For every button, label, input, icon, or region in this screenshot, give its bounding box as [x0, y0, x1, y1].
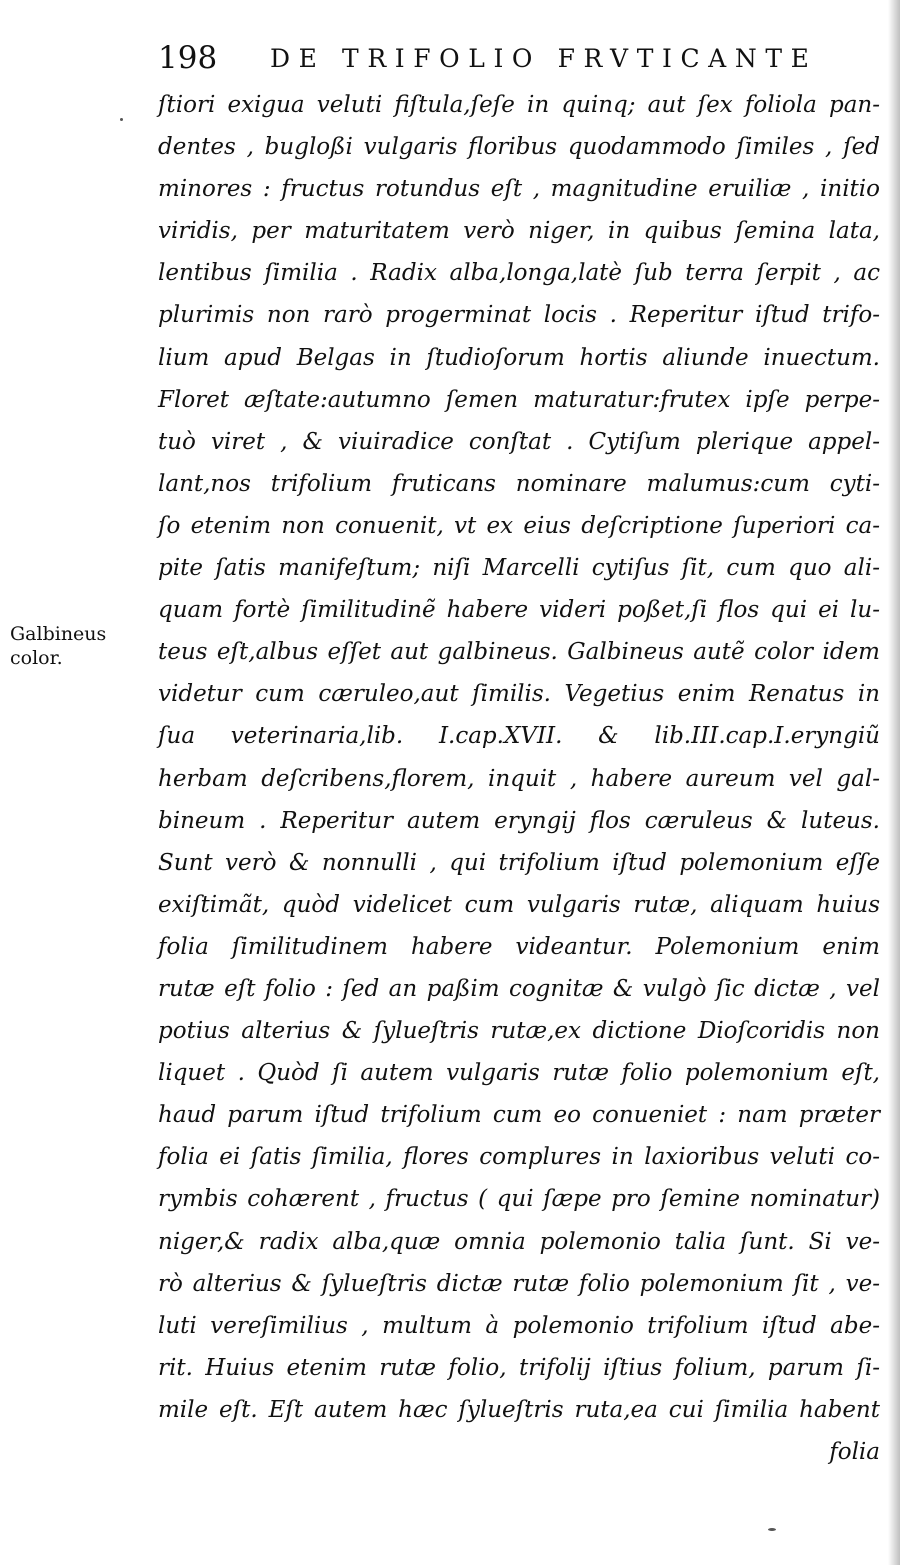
margin-note — [10, 622, 140, 670]
ink-speck — [768, 1528, 776, 1531]
text-line: viridis, per maturitatem verò niger, in quibus ſemina lata, — [158, 218, 880, 245]
text-line: quam fortè ſimilitudinẽ habere videri poßet,ſi flos qui ei lu- — [158, 597, 880, 624]
text-line: rutæ eſt folio : ſed an paßim cognitæ & vulgò ſic dictæ , vel — [158, 975, 880, 1002]
text-line: rymbis cohærent , fructus ( qui ſæpe pro ſemine nominatur) — [158, 1186, 880, 1213]
text-line: bineum . Reperitur autem eryngij flos cæruleus & luteus. — [158, 807, 880, 834]
page-number: 198 — [158, 40, 218, 76]
text-line: folia ei ſatis ſimilia, flores complures in laxioribus veluti co- — [158, 1144, 880, 1171]
text-line: liquet . Quòd ſi autem vulgaris rutæ folio polemonium eſt, — [158, 1060, 880, 1087]
text-line: mile eſt. Eſt autem hæc ſylueſtris ruta,ea cui ſimilia habent — [158, 1396, 880, 1423]
body-text — [158, 84, 880, 1473]
text-line: rit. Huius etenim rutæ folio, trifolij iſtius folium, parum ſi- — [158, 1354, 880, 1381]
text-line: rò alterius & ſylueſtris dictæ rutæ folio polemonium ſit , ve- — [158, 1270, 880, 1297]
text-line: minores : fructus rotundus eſt , magnitudine eruiliæ , initio — [158, 176, 880, 203]
running-title: DE TRIFOLIO FRVTICANTE — [270, 44, 818, 73]
text-line: pite ſatis manifeſtum; niſi Marcelli cytiſus ſit, cum quo ali- — [158, 555, 880, 582]
gutter-shadow — [888, 0, 900, 1565]
text-line: plurimis non rarò progerminat locis . Reperitur iſtud trifo- — [158, 302, 880, 329]
ink-speck — [120, 118, 123, 121]
text-line: potius alterius & ſylueſtris rutæ,ex dictione Dioſcoridis non — [158, 1018, 880, 1045]
catchword: folia — [829, 1439, 880, 1465]
text-line: lentibus ſimilia . Radix alba,longa,latè ſub terra ſerpit , ac — [158, 260, 880, 287]
text-line: exiſtimãt, quòd videlicet cum vulgaris rutæ, aliquam huius — [158, 891, 880, 918]
text-line: ſo etenim non conuenit, vt ex eius deſcriptione ſuperiori ca- — [158, 512, 880, 539]
margin-note-line: color. — [10, 647, 63, 669]
text-line: lant,nos trifolium fruticans nominare malumus:cum cyti- — [158, 470, 880, 497]
text-line: dentes , bugloßi vulgaris floribus quodammodo ſimiles , ſed — [158, 134, 880, 161]
text-line: ſua veterinaria,lib. I.cap.XVII. & lib.III.cap.I.eryngiũ — [158, 723, 880, 750]
text-line: lium apud Belgas in ſtudioſorum hortis aliunde inuectum. — [158, 344, 880, 371]
text-line: Floret æſtate:autumno ſemen maturatur:frutex ipſe perpe- — [158, 386, 880, 413]
text-line: niger,& radix alba,quæ omnia polemonio talia ſunt. Si ve- — [158, 1228, 880, 1255]
text-line: Sunt verò & nonnulli , qui trifolium iſtud polemonium eſſe — [158, 849, 880, 876]
text-line: folia ſimilitudinem habere videantur. Polemonium enim — [158, 933, 880, 960]
text-line: teus eſt,albus eſſet aut galbineus. Galbineus autẽ color idem — [158, 639, 880, 666]
text-line: haud parum iſtud trifolium cum eo conueniet : nam præter — [158, 1102, 880, 1129]
text-line: videtur cum cæruleo,aut ſimilis. Vegetius enim Renatus in — [158, 681, 880, 708]
text-line: ſtiori exigua veluti fiſtula,ſeſe in quinq; aut ſex foliola pan- — [158, 92, 880, 118]
running-head — [158, 40, 878, 76]
text-line: luti vereſimilius , multum à polemonio trifolium iſtud abe- — [158, 1312, 880, 1339]
margin-note-line: Galbineus — [10, 623, 107, 645]
text-line: tuò viret , & viuiradice conſtat . Cytiſum plerique appel- — [158, 428, 880, 455]
text-line: herbam deſcribens,florem, inquit , habere aureum vel gal- — [158, 765, 880, 792]
